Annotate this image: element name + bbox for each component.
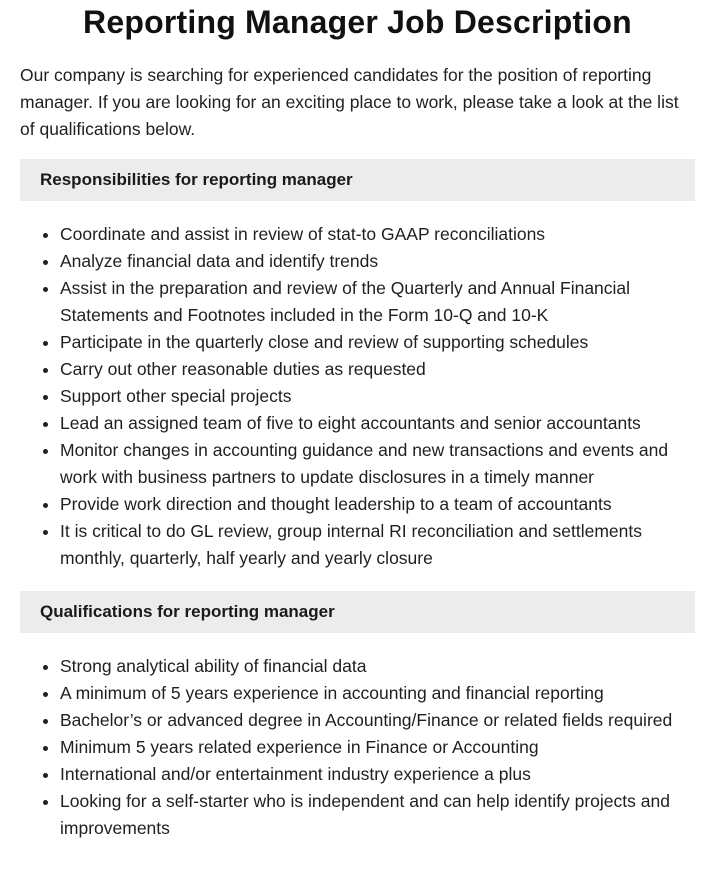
list-item: Assist in the preparation and review of the Quarterly and Annual Financial Statements and Footnotes included in the Form 10-Q and 10-K [60,275,695,329]
intro-paragraph: Our company is searching for experienced candidates for the position of reporting manager. If you are looking for an exciting place to work, please take a look at the list of qualifications below. [20,65,679,139]
qualifications-heading: Qualifications for reporting manager [20,591,695,633]
list-item: It is critical to do GL review, group internal RI reconciliation and settlements monthly, quarterly, half yearly and yearly closure [60,518,695,572]
responsibilities-heading: Responsibilities for reporting manager [20,159,695,201]
list-item: Analyze financial data and identify trends [60,248,695,275]
list-item: Lead an assigned team of five to eight accountants and senior accountants [60,410,695,437]
list-item: Minimum 5 years related experience in Finance or Accounting [60,734,695,761]
responsibilities-list [20,221,695,572]
list-item: Coordinate and assist in review of stat-to GAAP reconciliations [60,221,695,248]
list-item: Provide work direction and thought leadership to a team of accountants [60,491,695,518]
list-item: Participate in the quarterly close and review of supporting schedules [60,329,695,356]
list-item: Monitor changes in accounting guidance and new transactions and events and work with business partners to update disclosures in a timely manner [60,437,695,491]
list-item: Looking for a self-starter who is independent and can help identify projects and improvements [60,788,695,842]
qualifications-list [20,653,695,842]
page-title: Reporting Manager Job Description [83,4,632,40]
list-item: Carry out other reasonable duties as requested [60,356,695,383]
list-item: Support other special projects [60,383,695,410]
list-item: International and/or entertainment industry experience a plus [60,761,695,788]
list-item: A minimum of 5 years experience in accounting and financial reporting [60,680,695,707]
list-item: Bachelor’s or advanced degree in Accounting/Finance or related fields required [60,707,695,734]
list-item: Strong analytical ability of financial data [60,653,695,680]
